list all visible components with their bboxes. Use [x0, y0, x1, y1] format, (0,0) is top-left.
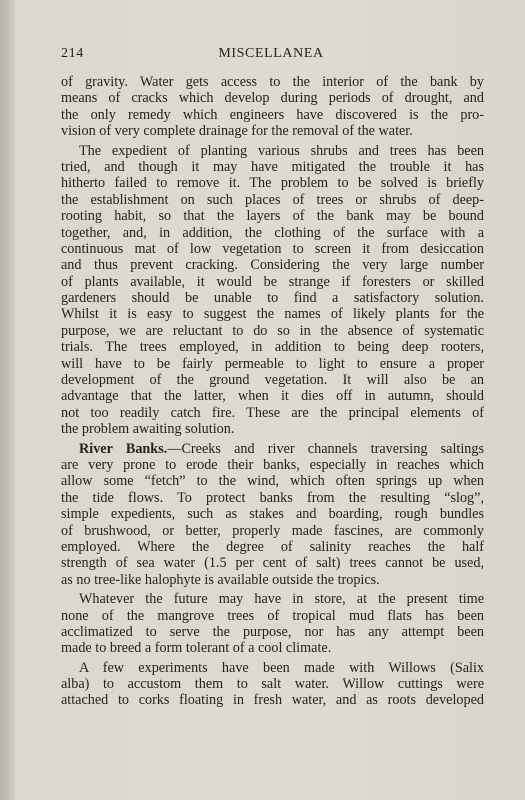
text-line: Whatever the future may have in store, at the present time [79, 591, 484, 608]
text-line: vision of very complete drainage for the removal of the water. [61, 123, 413, 140]
text-line: advantage that the latter, when it dies off in autumn, should [61, 388, 484, 405]
text-line: development of the ground vegetation. It will also be an [61, 372, 484, 389]
text-line-with-heading [61, 441, 484, 457]
page-header [61, 46, 481, 64]
running-head: MISCELLANEA [218, 46, 324, 61]
text-line: purpose, we are reluctant to do so in the absence of systematic [61, 322, 484, 339]
text-line: rooting habit, so that the layers of the bank may be bound [61, 208, 484, 225]
text-line: gardeners should be unable to find a satisfactory solution. [61, 290, 484, 307]
text-line: hitherto failed to remove it. The problem to be solved is briefly [61, 175, 484, 192]
text-line: strength of sea water (1.5 per cent of salt) trees cannot be used, [61, 555, 484, 572]
text-line: employed. Where the degree of salinity reaches the half [61, 538, 484, 555]
text-line: The expedient of planting various shrubs and trees has been [79, 142, 484, 159]
text-line: will have to be fairly permeable to light to ensure a proper [61, 355, 484, 372]
page-number: 214 [61, 46, 84, 61]
section-heading-river-banks: River Banks. [79, 440, 168, 457]
text-line: the establishment on such places of trees or shrubs of deep- [61, 191, 484, 208]
paragraph-1 [61, 74, 484, 140]
text-line: made to breed a form tolerant of a cool climate. [61, 640, 332, 657]
paragraph-5 [61, 660, 484, 709]
text-line: tried, and though it may have mitigated the trouble it has [61, 158, 484, 175]
paragraph-4 [61, 591, 484, 657]
text-line: trials. The trees employed, in addition to being deep rooters, [61, 339, 484, 356]
text-line: Whilst it is easy to suggest the names of likely plants for the [61, 306, 484, 323]
text-line: of plants available, it would be strange if foresters or skilled [61, 273, 484, 290]
page-gutter [0, 0, 14, 800]
text-line: of brushwood, or better, properly made fascines, are commonly [61, 522, 484, 539]
body-text [61, 74, 484, 709]
text-line: A few experiments have been made with Willows (Salix [79, 659, 484, 676]
text-line: and thus prevent cracking. Considering the very large number [61, 257, 484, 274]
paragraph-2 [61, 143, 484, 438]
text-line: of gravity. Water gets access to the interior of the bank by [61, 74, 484, 90]
text-line: acclimatized to serve the purpose, nor has any attempt been [61, 623, 484, 640]
text-line: are very prone to erode their banks, especially in reaches which [61, 456, 484, 473]
text-line: alba) to accustom them to salt water. Willow cuttings were [61, 676, 484, 693]
text-line: the only remedy which engineers have discovered is the pro- [61, 106, 484, 123]
text-line: none of the mangrove trees of tropical mud flats has been [61, 607, 484, 624]
text-line: the tide flows. To protect banks from the resulting “slog”, [61, 489, 484, 506]
text-line: allow some “fetch” to the wind, which often springs up when [61, 473, 484, 490]
text-line: means of cracks which develop during periods of drought, and [61, 90, 484, 107]
text-line: not too readily catch fire. These are the principal elements of [61, 404, 484, 421]
text-line: as no tree-like halophyte is available outside the tropics. [61, 571, 380, 588]
paragraph-3 [61, 441, 484, 589]
text-line: continuous mat of low vegetation to screen it from desiccation [61, 240, 484, 257]
text-line: together, and, in addition, the clothing of the surface with a [61, 224, 484, 241]
text-line: —Creeks and river channels traversing saltings [167, 440, 484, 457]
text-line: simple expedients, such as stakes and boarding, rough bundles [61, 506, 484, 523]
text-line: the problem awaiting solution. [61, 421, 235, 438]
text-line: attached to corks floating in fresh water, and as roots developed [61, 692, 484, 709]
